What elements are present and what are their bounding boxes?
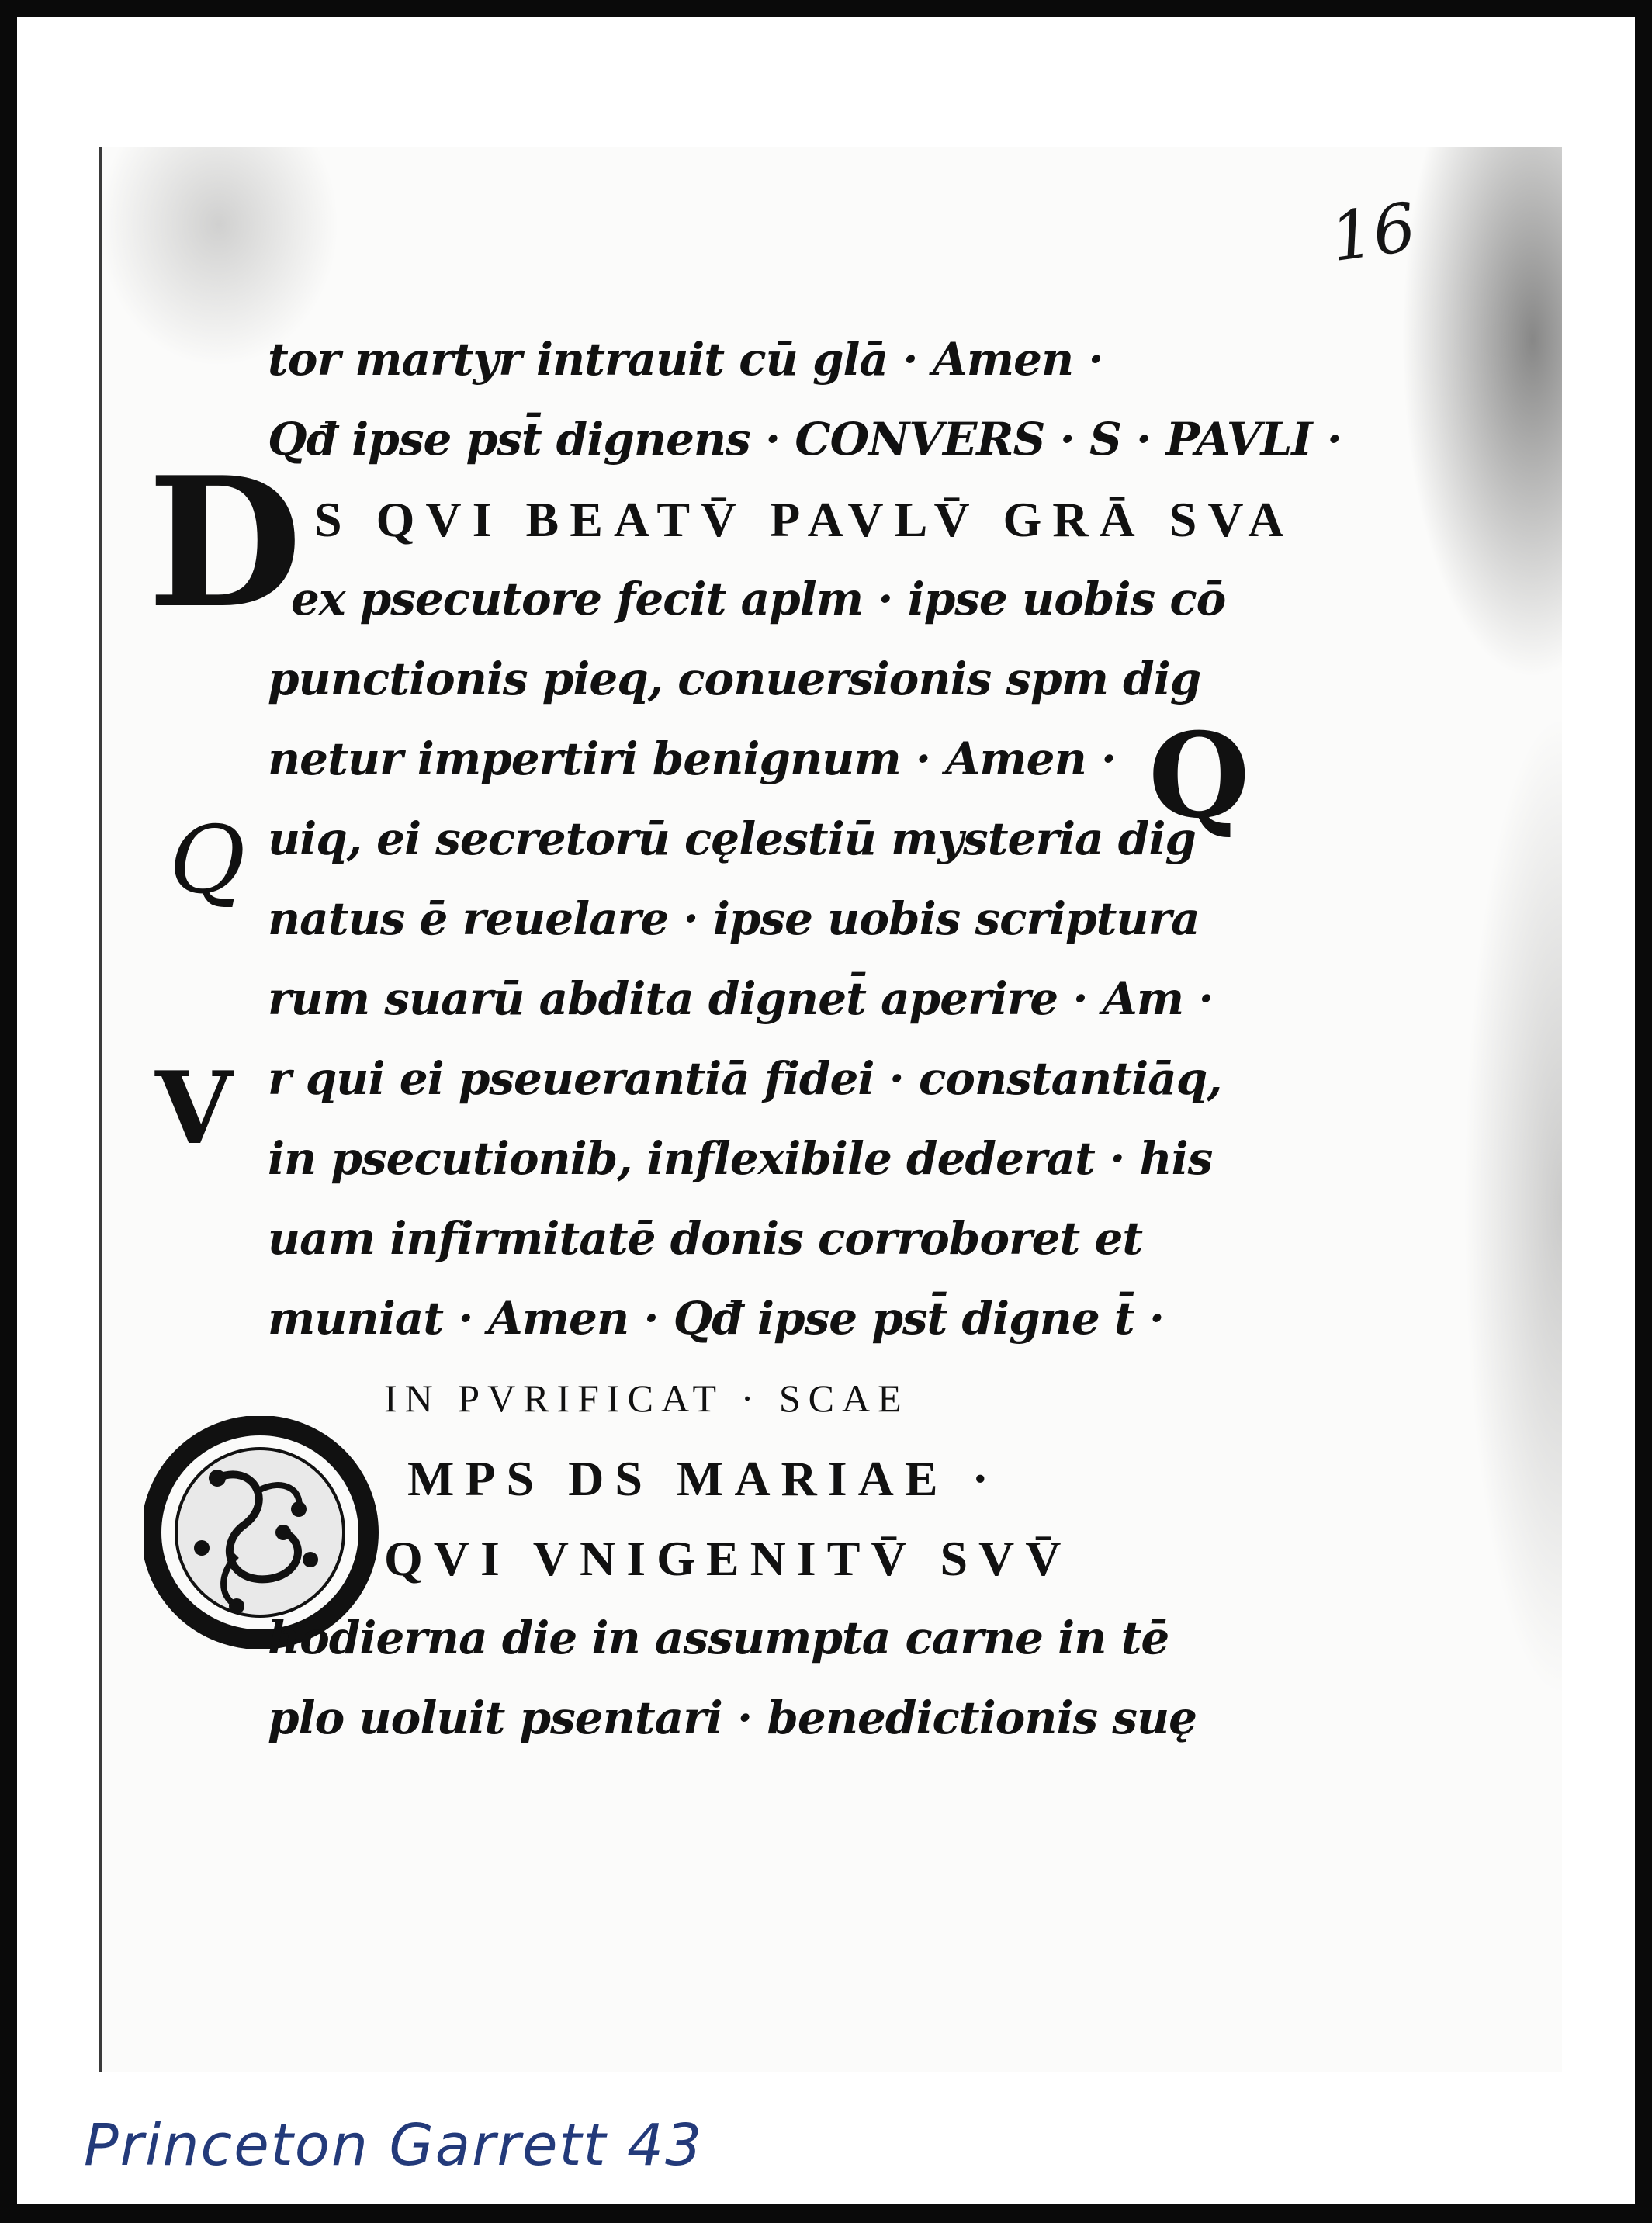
- text-line-10: r qui ei pseuerantiā fidei · constantiāq,: [268, 1052, 1222, 1105]
- text-line-8: natus ē reuelare · ipse uobis scriptura: [268, 892, 1200, 945]
- folio-number: 16: [1325, 188, 1421, 278]
- text-line-unigenitum: QVI VNIGENITV̄ SVV̄: [384, 1531, 1072, 1586]
- text-line-5: punctionis pieq, conuersionis spm dig: [268, 653, 1201, 705]
- initial-v-margin: V: [155, 1051, 233, 1167]
- text-line-3: S QVI BEATV̄ PAVLV̄ GRĀ SVA: [314, 492, 1295, 547]
- initial-q-margin: Q: [169, 807, 246, 915]
- rubric-purification: IN PVRIFICAT · SCAE: [384, 1376, 909, 1420]
- manuscript-text: [268, 320, 1342, 1758]
- text-line-4: ex psecutore fecit aplm · ipse uobis cō: [291, 573, 1226, 625]
- text-line-6: netur impertiri benignum · Amen ·: [268, 732, 1117, 785]
- text-line-11: in psecutionib, inflexibile dederat · his: [268, 1132, 1213, 1185]
- text-line-17: hodierna die in assumpta carne in tē: [268, 1612, 1169, 1664]
- text-line-13: muniat · Amen · Qđ ipse pst̄ digne t̄ ·: [268, 1292, 1165, 1345]
- text-line-9: rum suarū abdita dignet̄ aperire · Am ·: [268, 972, 1214, 1025]
- text-line-2: Qđ ipse pst̄ dignens · CONVERS · S · PAVLI ·: [268, 413, 1342, 466]
- text-line-1: tor martyr intrauit cū glā · Amen ·: [268, 333, 1103, 386]
- text-line-7: uiq, ei secretorū cęlestiū mysteria dig: [268, 812, 1196, 865]
- initial-d-large: D: [147, 438, 303, 648]
- marginal-shelfmark-note: Princeton Garrett 43: [84, 2112, 704, 2179]
- text-line-12: uam infirmitatē donis corroboret et: [268, 1212, 1143, 1265]
- initial-q-right-margin: Q: [1148, 708, 1250, 844]
- text-line-18: plo uoluit psentari · benedictionis suę: [268, 1691, 1197, 1744]
- text-line-omps: MPS DS MARIAE ·: [407, 1451, 999, 1506]
